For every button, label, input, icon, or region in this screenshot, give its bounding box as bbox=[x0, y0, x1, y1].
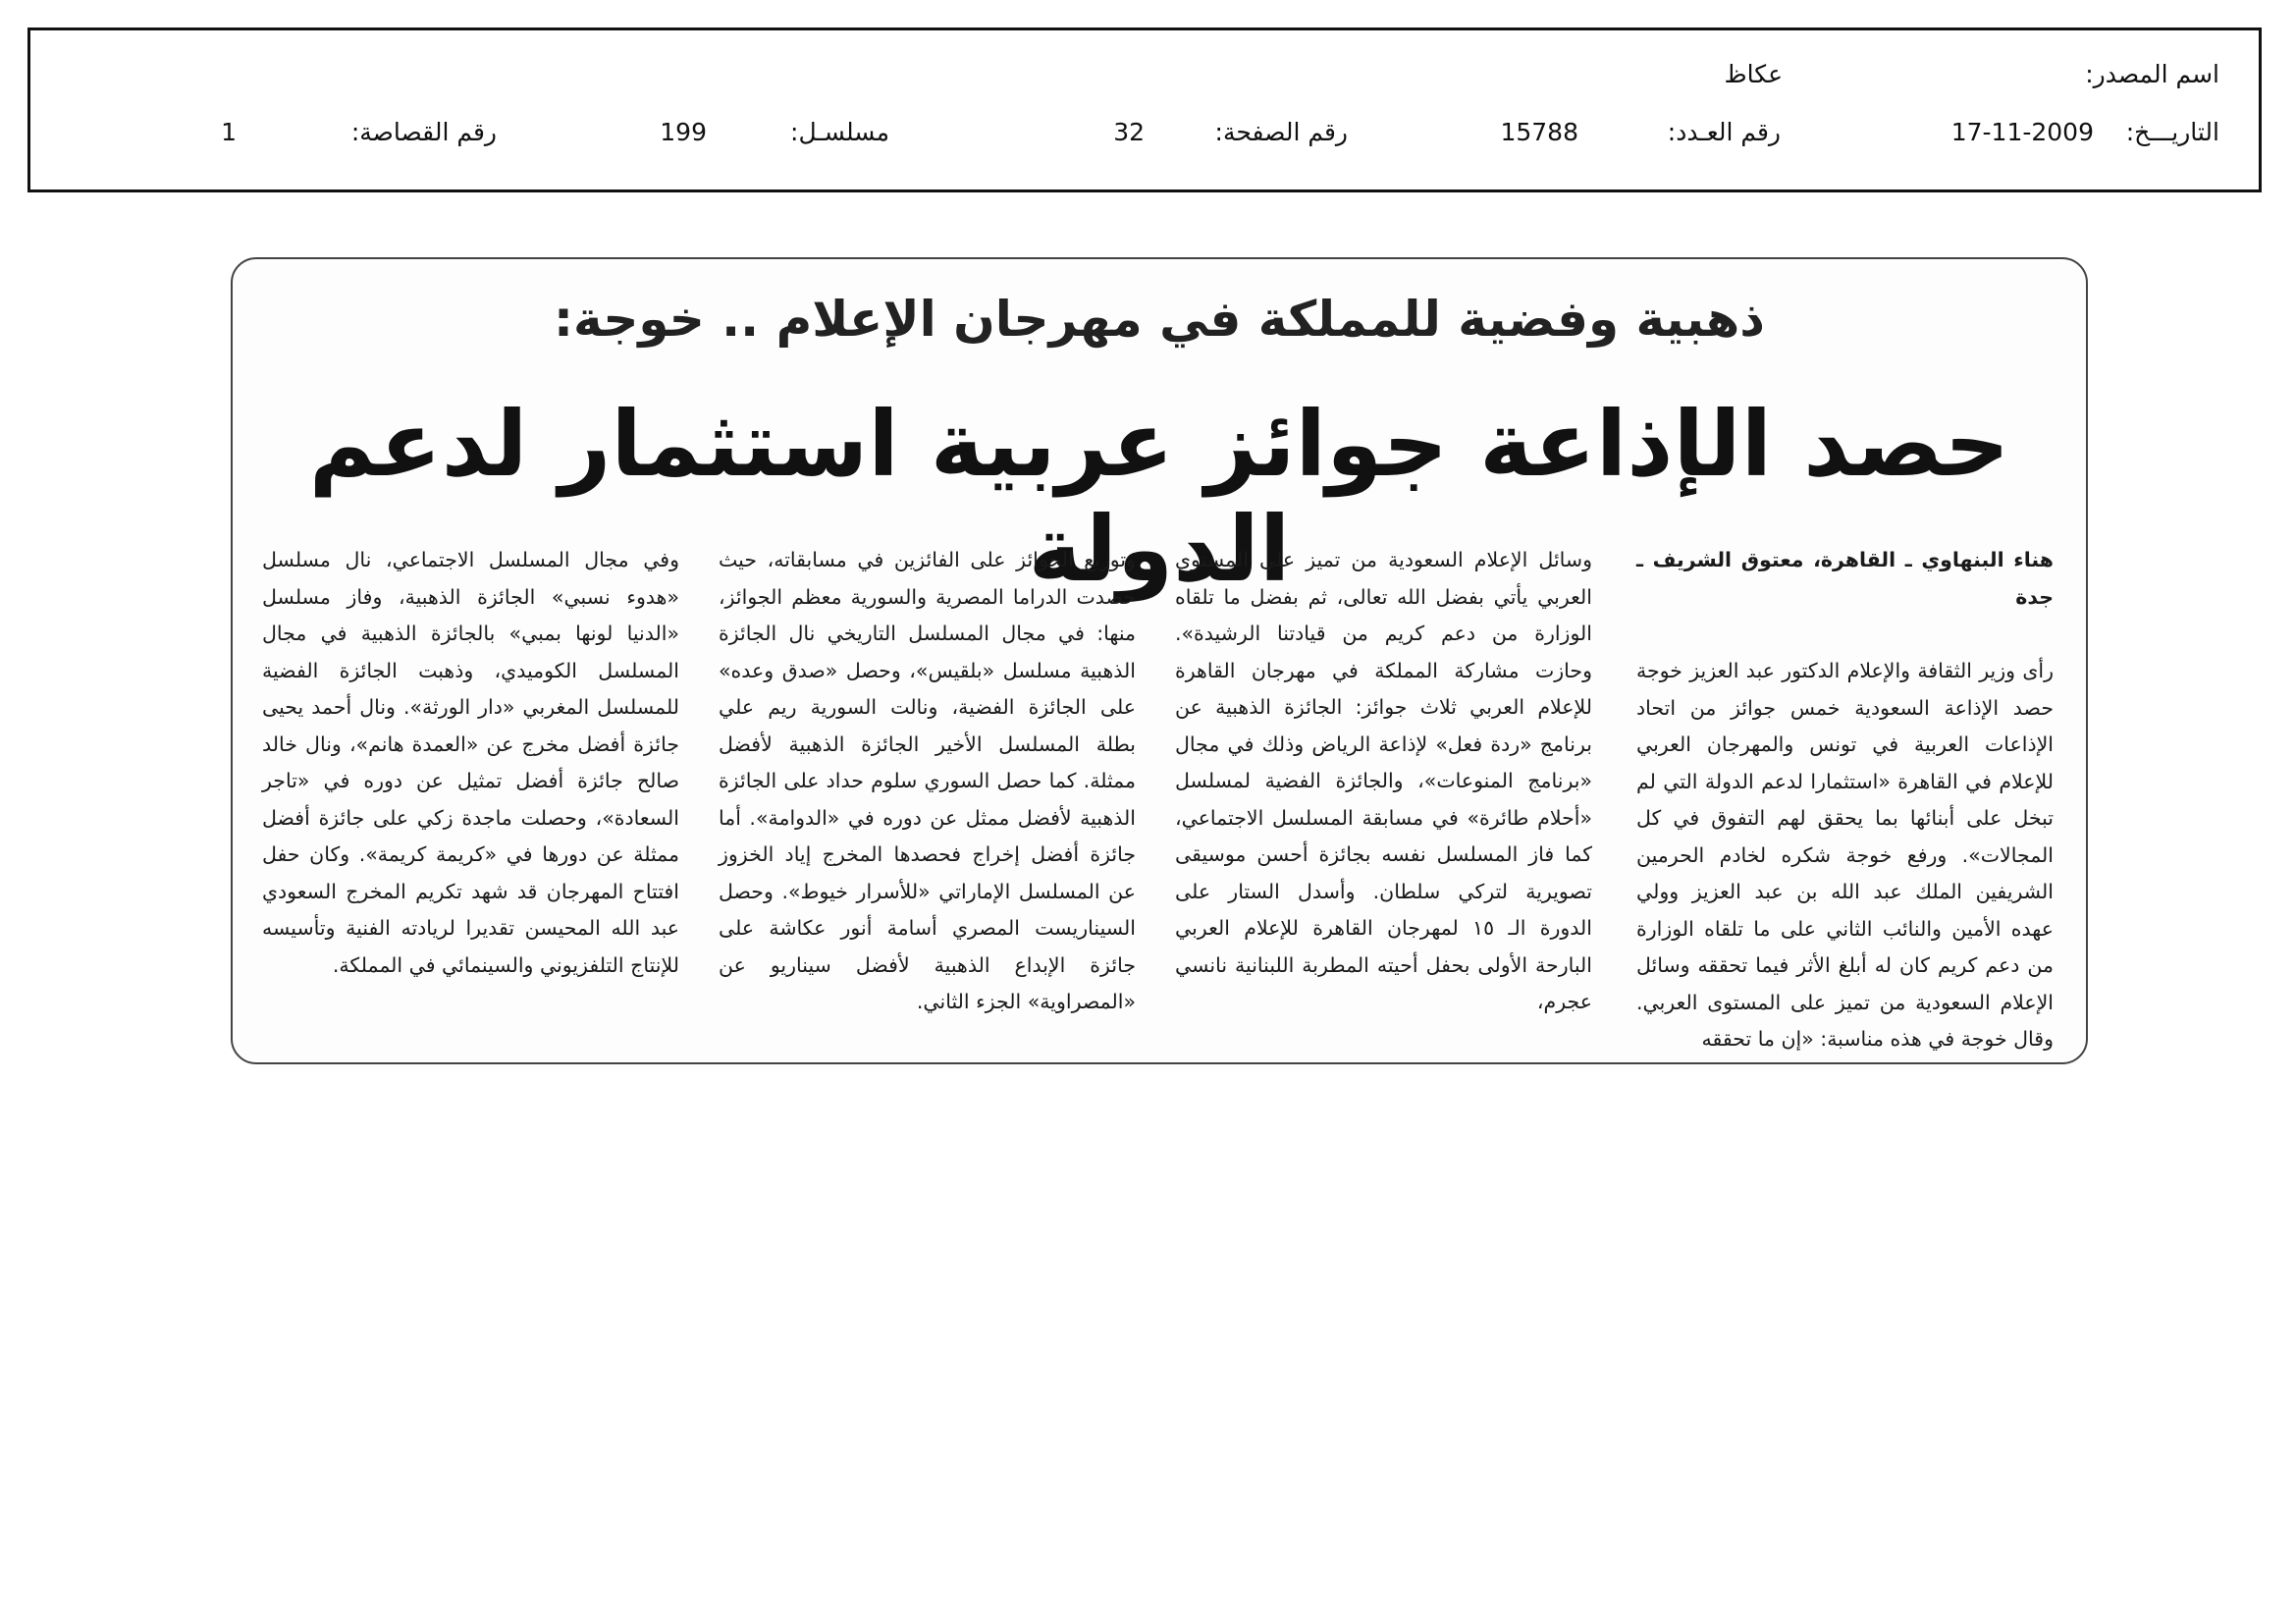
metadata-row-details bbox=[30, 118, 2259, 157]
issue-value: 15788 bbox=[1500, 118, 1578, 146]
clip-number-value: 1 bbox=[221, 118, 237, 146]
article-kicker: ذهبية وفضية للمملكة في مهرجان الإعلام .. خوجة: bbox=[554, 291, 1765, 348]
article-column-4-text: وفي مجال المسلسل الاجتماعي، نال مسلسل «هدوء نسبي» الجائزة الذهبية، وفاز مسلسل «الدنيا لونها بمبي» بالجائزة الذهبية في مجال المسلسل الكوميدي، وذهبت الجائزة الفضية للمسلسل المغربي «دار الورثة». ونال أحمد يحيى جائزة أفضل مخرج عن «العمدة هانم»، ونال خالد صالح جائزة أفضل تمثيل عن دوره في «تاجر السعادة»، وحصلت ماجدة زكي على جائزة أفضل ممثلة عن دورها في «كريمة كريمة». وكان حفل افتتاح المهرجان قد شهد تكريم المخرج السعودي عبد الله المحيسن تقديرا لريادته الفنية وتأسيسه للإنتاج التلفزيوني والسينمائي في المملكة. bbox=[262, 548, 679, 977]
article-headline: حصد الإذاعة جوائز عربية استثمار لدعم الدولة bbox=[308, 392, 2010, 602]
article-column-2-text: وسائل الإعلام السعودية من تميز على المستوى العربي يأتي بفضل الله تعالى، ثم بفضل ما تلقاه الوزارة من دعم كريم من قيادتنا الرشيدة». وحازت مشاركة المملكة في مهرجان القاهرة للإعلام العربي ثلاث جوائز: الجائزة الذهبية عن برنامج «ردة فعل» لإذاعة الرياض وذلك في مجال «برنامج المنوعات»، والجائزة الفضية لمسلسل «أحلام طائرة» في مسابقة المسلسل الاجتماعي، كما فاز المسلسل نفسه بجائزة أحسن موسيقى تصويرية لتركي سلطان. وأسدل الستار على الدورة الـ ١٥ لمهرجان القاهرة للإعلام العربي البارحة الأولى بحفل أحيته المطربة اللبنانية نانسي عجرم، bbox=[1175, 548, 1592, 1013]
page-value: 32 bbox=[1113, 118, 1145, 146]
article-column-3-text: وتوزيع الجوائز على الفائزين في مسابقاته، حيث حصدت الدراما المصرية والسورية معظم الجوائز، منها: في مجال المسلسل التاريخي نال الجائزة الذهبية مسلسل «بلقيس»، وحصل «صدق وعده» على الجائزة الفضية، ونالت السورية ريم علي بطلة المسلسل الأخير الجائزة الذهبية لأفضل ممثلة. كما حصل السوري سلوم حداد على الجائزة الذهبية لأفضل ممثل عن دوره في «الدوامة». أما جائزة أفضل إخراج فحصدها المخرج إياد الخزوز عن المسلسل الإماراتي «للأسرار خيوط». وحصل السيناريست المصري أسامة أنور عكاشة على جائزة الإبداع الذهبية لأفضل سيناريو عن «المصراوية» الجزء الثاني. bbox=[719, 548, 1136, 1013]
article-column-3 bbox=[719, 542, 1136, 1043]
issue-label: رقم العـدد: bbox=[1667, 118, 1781, 146]
clipping-metadata-box bbox=[27, 27, 2262, 192]
newspaper-clipping bbox=[231, 257, 2088, 1064]
article-column-4 bbox=[262, 542, 679, 1043]
metadata-row-source bbox=[30, 60, 2259, 99]
article-column-1 bbox=[1636, 542, 2054, 1051]
source-value: عكاظ bbox=[1724, 60, 1783, 88]
serial-value: 199 bbox=[660, 118, 707, 146]
clip-number-label: رقم القصاصة: bbox=[350, 118, 497, 146]
serial-label: مسلسـل: bbox=[790, 118, 889, 146]
article-byline: هناء البنهاوي ـ القاهرة، معتوق الشريف ـ جدة bbox=[1636, 548, 2054, 609]
page-label: رقم الصفحة: bbox=[1214, 118, 1348, 146]
date-label: التاريـــخ: bbox=[2125, 118, 2219, 146]
source-label: اسم المصدر: bbox=[2085, 60, 2219, 88]
article-column-2 bbox=[1175, 542, 1592, 1043]
article-column-1-text: رأى وزير الثقافة والإعلام الدكتور عبد العزيز خوجة حصد الإذاعة السعودية خمس جوائز من اتحاد الإذاعات العربية في تونس والمهرجان العربي للإعلام في القاهرة «استثمارا لدعم الدولة التي لم تبخل على أبنائها بما يحقق لهم التفوق في كل المجالات». ورفع خوجة شكره لخادم الحرمين الشريفين الملك عبد الله بن عبد العزيز وولي عهده الأمين والنائب الثاني على ما تلقاه الوزارة من دعم كريم كان له أبلغ الأثر فيما تحققه وسائل الإعلام السعودية من تميز على المستوى العربي. وقال خوجة في هذه مناسبة: «إن ما تحققه bbox=[1636, 659, 2054, 1051]
date-value: 17-11-2009 bbox=[1950, 118, 2094, 146]
